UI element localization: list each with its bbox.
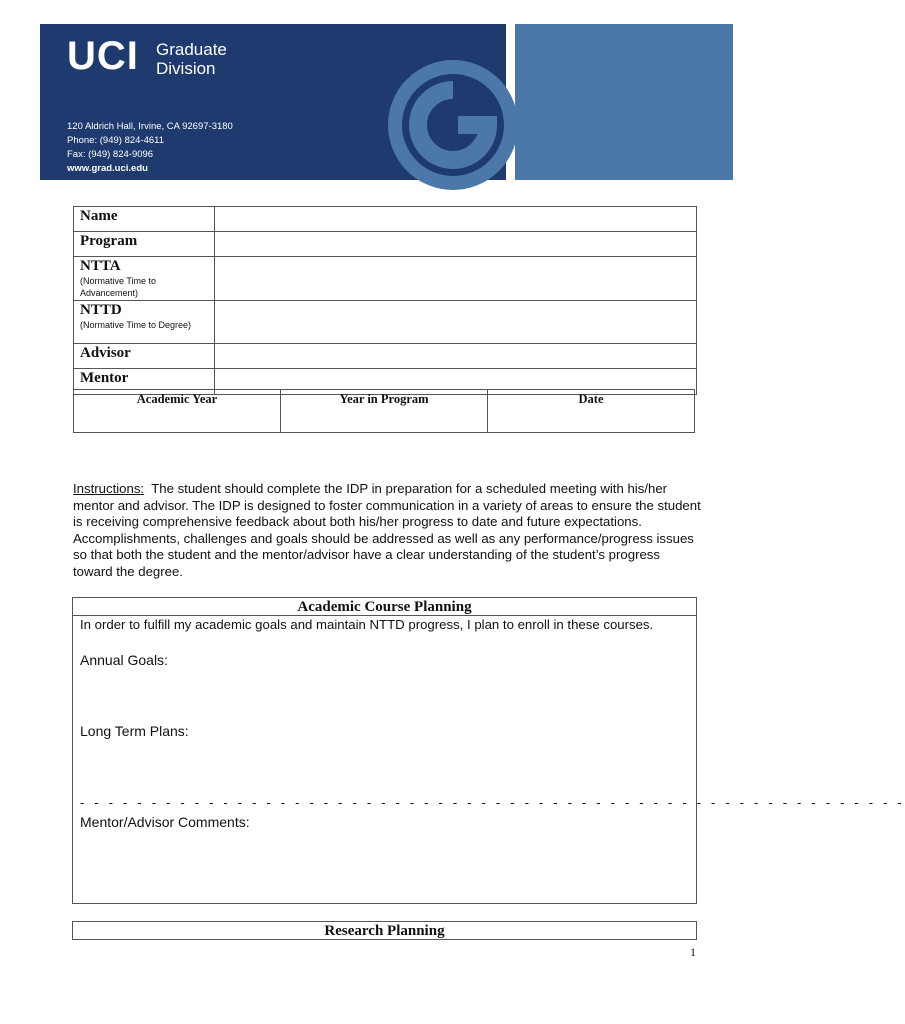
label-mentor: Mentor (74, 369, 215, 394)
label-advisor: Advisor (74, 344, 215, 368)
date-header: Date (578, 392, 604, 406)
label-name: Name (74, 207, 215, 231)
long-term-plans-label: Long Term Plans: (80, 723, 189, 739)
separator-line: - - - - - - - - - - - - - - - - - - - - - - - - - - - - - - - - - - - - - - - - - - - - - - - - - - - - - - - - - - (80, 795, 905, 810)
info-row-advisor (73, 343, 697, 368)
year-in-program-header: Year in Program (339, 392, 429, 406)
annual-goals-label: Annual Goals: (80, 652, 168, 668)
acp-intro: In order to fulfill my academic goals and maintain NTTD progress, I plan to enroll in these courses. (80, 617, 654, 632)
label-program: Program (74, 232, 215, 256)
nttd-sub: (Normative Time to Degree) (80, 320, 192, 330)
ntta-sub: (Normative Time to Advancement) (80, 276, 157, 298)
logo-line-2: Division (156, 59, 216, 78)
phone: Phone: (949) 824-4611 (67, 135, 165, 146)
instructions-heading: Instructions: (73, 481, 145, 496)
research-planning-title: Research Planning (72, 921, 697, 940)
instructions-text: The student should complete the IDP in preparation for a scheduled meeting with his/her mentor and advisor. The IDP is designed to foster communication in a variety of areas to ensure the student is receiving comprehensive feedback about both his/her progress to date and future expectations. Accomplishments, challenges and goals should be addressed as well as any performance/progress issues so that both the student and the mentor/advisor have a clear understanding of the student’s progress toward the degree. (73, 481, 701, 579)
label-nttd (74, 301, 215, 343)
info-row-program (73, 231, 697, 256)
info-row-name (73, 206, 697, 231)
academic-year-header: Academic Year (136, 392, 218, 406)
uci-logo: UCI (67, 34, 139, 78)
graduate-division-logo-text (156, 40, 227, 78)
logo-line-1: Graduate (156, 40, 227, 59)
year-in-program-cell[interactable] (281, 390, 488, 432)
academic-course-planning-box (72, 597, 905, 904)
acp-title: Academic Course Planning (73, 598, 696, 616)
academic-year-cell[interactable] (74, 390, 281, 432)
fax: Fax: (949) 824-9096 (67, 149, 154, 160)
program-field[interactable] (215, 232, 696, 256)
address: 120 Aldrich Hall, Irvine, CA 92697-3180 (67, 121, 233, 132)
advisor-field[interactable] (215, 344, 696, 368)
year-table (73, 389, 695, 433)
student-info-table (73, 206, 697, 395)
g-emblem-icon (388, 60, 518, 190)
header-banner (40, 24, 506, 180)
page-number: 1 (690, 945, 696, 959)
ntta-label-text: NTTA (80, 258, 121, 274)
name-field[interactable] (215, 207, 696, 231)
info-row-nttd (73, 300, 697, 343)
header-accent-block (515, 24, 733, 180)
label-ntta (74, 257, 215, 300)
ntta-field[interactable] (215, 257, 696, 300)
date-cell[interactable] (488, 390, 694, 432)
mentor-comments-label: Mentor/Advisor Comments: (80, 814, 250, 830)
website: www.grad.uci.edu (67, 163, 148, 174)
info-row-ntta (73, 256, 697, 300)
nttd-field[interactable] (215, 301, 696, 343)
instructions (73, 481, 703, 581)
contact-info (67, 120, 233, 176)
nttd-label-text: NTTD (80, 302, 122, 318)
